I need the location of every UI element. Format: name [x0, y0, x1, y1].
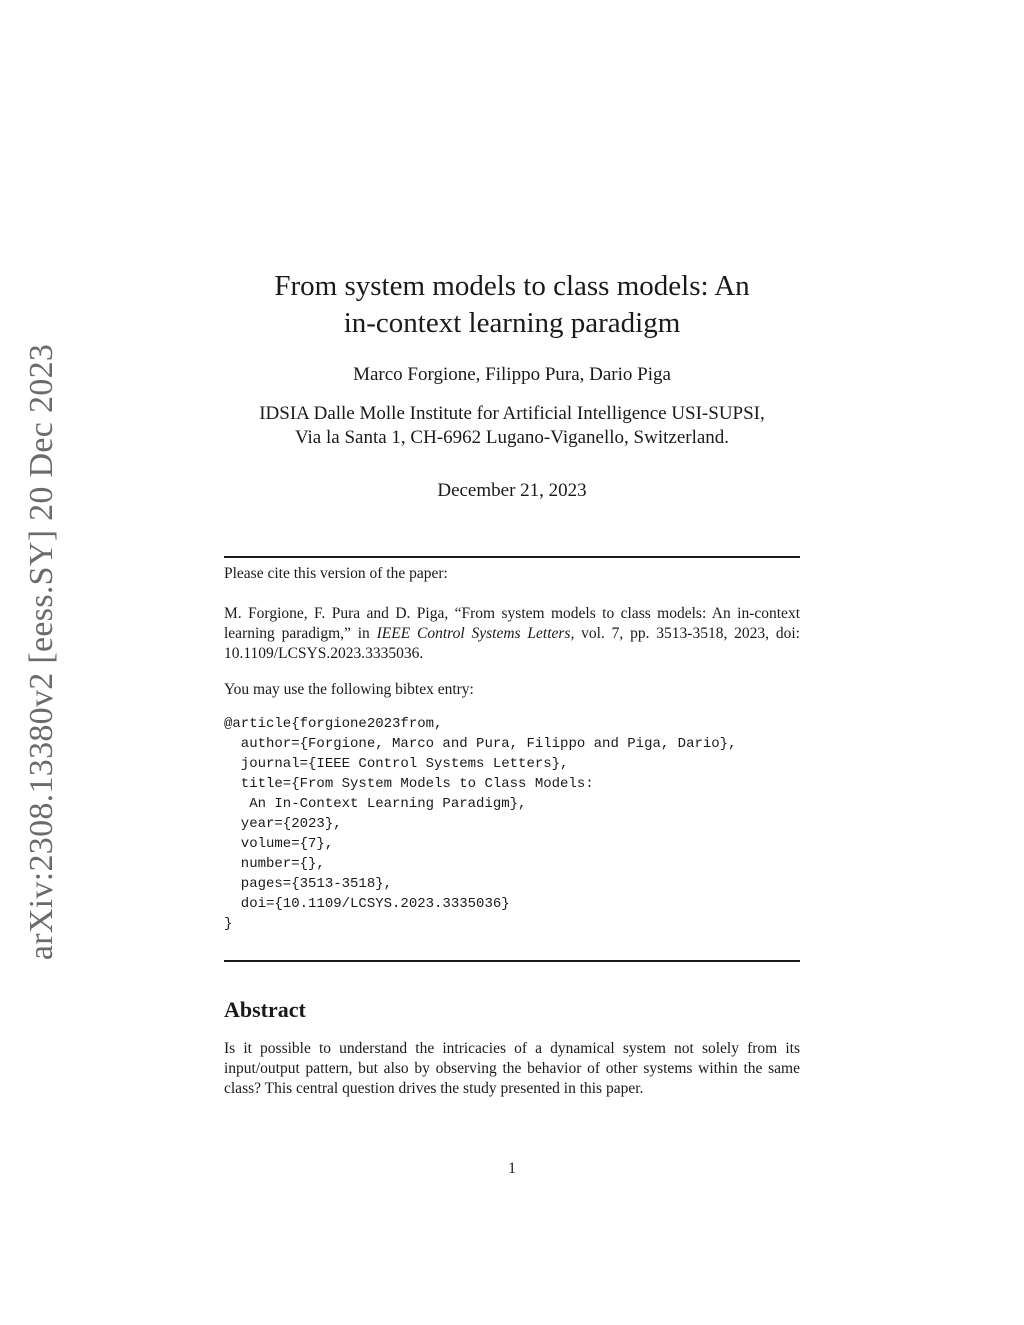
cite-intro: Please cite this version of the paper:	[224, 565, 448, 582]
affiliation-line-2: Via la Santa 1, CH-6962 Lugano-Viganello, Switzerland.	[294, 427, 730, 448]
citation-authors-title: M. Forgione, F. Pura and D. Piga, “From system models to class models: An in-context learning paradigm,” in	[224, 605, 800, 642]
title-line-2: in-context learning paradigm	[343, 307, 681, 339]
bibtex-line: volume={7},	[224, 836, 334, 852]
citation-details: vol. 7, pp. 3513-3518, 2023, doi: 10.1109/LCSYS.2023.3335036.	[224, 625, 800, 662]
bibtex-line: pages={3513-3518},	[224, 876, 393, 892]
affiliation	[0, 402, 1024, 450]
paper-title	[0, 268, 1024, 342]
bibtex-entry	[224, 714, 800, 934]
title-line-1: From system models to class models: An	[274, 270, 750, 302]
publication-date: December 21, 2023	[437, 480, 587, 501]
bibtex-line: doi={10.1109/LCSYS.2023.3335036}	[224, 896, 510, 912]
bibtex-line: journal={IEEE Control Systems Letters},	[224, 756, 569, 772]
author-list: Marco Forgione, Filippo Pura, Dario Piga	[353, 364, 671, 385]
bibtex-line: An In-Context Learning Paradigm},	[224, 796, 527, 812]
bibtex-line: year={2023},	[224, 816, 342, 832]
affiliation-line-1: IDSIA Dalle Molle Institute for Artificial Intelligence USI-SUPSI,	[259, 403, 765, 424]
abstract-text: Is it possible to understand the intricacies of a dynamical system not solely from its input/output pattern, but also by observing the behavior of other systems within the same class? This central question drives the study presented in this paper.	[224, 1040, 800, 1097]
bibtex-line: }	[224, 916, 233, 932]
citation-journal: IEEE Control Systems Letters,	[376, 625, 575, 642]
bottom-rule	[224, 960, 800, 962]
page-number: 1	[508, 1160, 516, 1177]
bibtex-line: author={Forgione, Marco and Pura, Filippo and Piga, Dario},	[224, 736, 737, 752]
abstract-heading: Abstract	[224, 997, 306, 1022]
bibtex-line: title={From System Models to Class Models:	[224, 776, 594, 792]
bibtex-intro: You may use the following bibtex entry:	[224, 681, 474, 698]
bibtex-line: @article{forgione2023from,	[224, 716, 443, 732]
citation-paragraph	[224, 604, 800, 664]
bibtex-line: number={},	[224, 856, 325, 872]
arxiv-identifier-stamp: arXiv:2308.13380v2 [eess.SY] 20 Dec 2023	[23, 343, 60, 961]
top-rule	[224, 556, 800, 558]
